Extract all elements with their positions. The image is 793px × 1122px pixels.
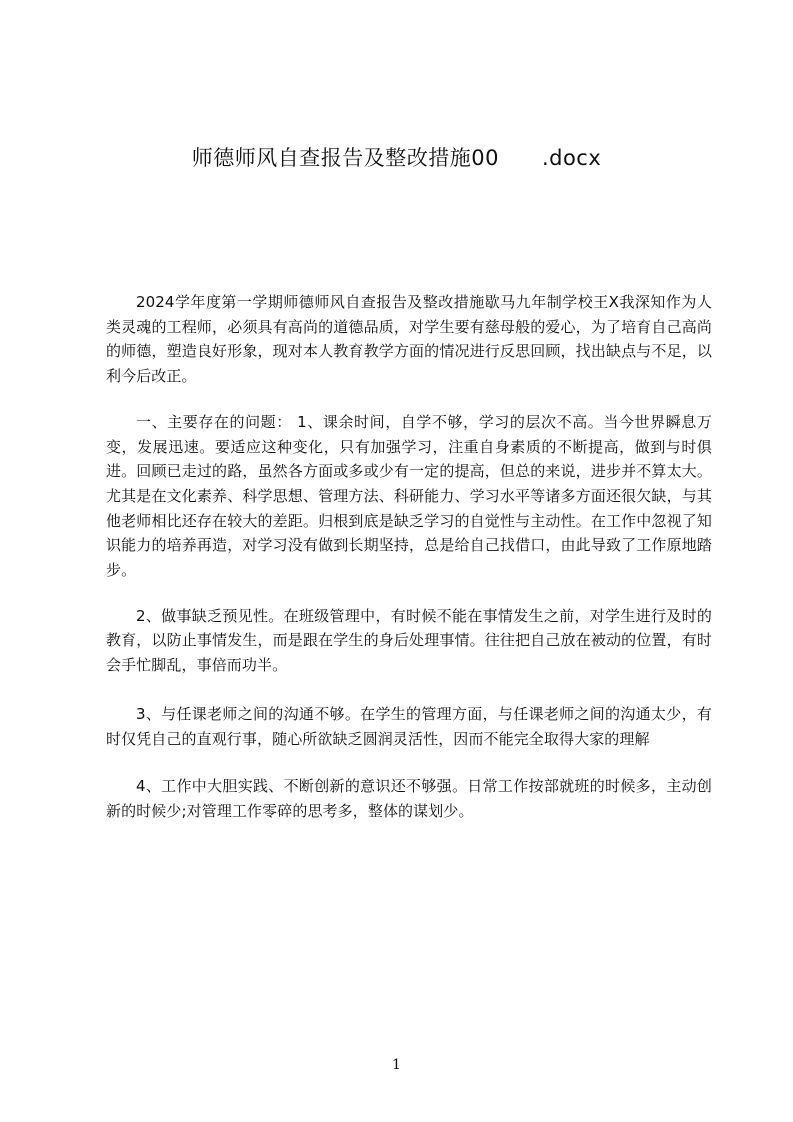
paragraph-intro: 2024学年度第一学期师德师风自查报告及整改措施歇马九年制学校王X我深知作为人类灵魂的工程师，必须具有高尚的道德品质，对学生要有慈母般的爱心，为了培育自己高尚的师德，塑造良好形象，现对本人教育教学方面的情况进行反思回顾，找出缺点与不足，以利今后改正。 (106, 293, 712, 386)
paragraph-problem-4: 4、工作中大胆实践、不断创新的意识还不够强。日常工作按部就班的时候多，主动创新的时候少;对管理工作零碎的思考多，整体的谋划少。 (106, 777, 712, 820)
paragraph-problem-2: 2、做事缺乏预见性。在班级管理中，有时候不能在事情发生之前，对学生进行及时的教育，以防止事情发生，而是跟在学生的身后处理事情。往往把自己放在被动的位置，有时会手忙脚乱，事倍而功半。 (106, 606, 712, 675)
document-body (106, 290, 712, 848)
page-number: 1 (392, 1057, 401, 1073)
document-title: 师德师风自查报告及整改措施00 .docx (191, 146, 602, 170)
paragraph-problem-1: 一、主要存在的问题： 1、课余时间，自学不够，学习的层次不高。当今世界瞬息万变，发展迅速。要适应这种变化，只有加强学习，注重自身素质的不断提高，做到与时俱进。回顾已走过的路，虽然各方面或多或少有一定的提高，但总的来说，进步并不算太大。尤其是在文化素养、科学思想、管理方法、科研能力、学习水平等诸多方面还很欠缺，与其他老师相比还存在较大的差距。归根到底是缺乏学习的自觉性与主动性。在工作中忽视了知识能力的培养再造，对学习没有做到长期坚持，总是给自己找借口，由此导致了工作原地踏步。 (106, 412, 712, 580)
paragraph-problem-3: 3、与任课老师之间的沟通不够。在学生的管理方面，与任课老师之间的沟通太少，有时仅凭自己的直观行事，随心所欲缺乏圆润灵活性，因而不能完全取得大家的理解 (106, 704, 712, 748)
